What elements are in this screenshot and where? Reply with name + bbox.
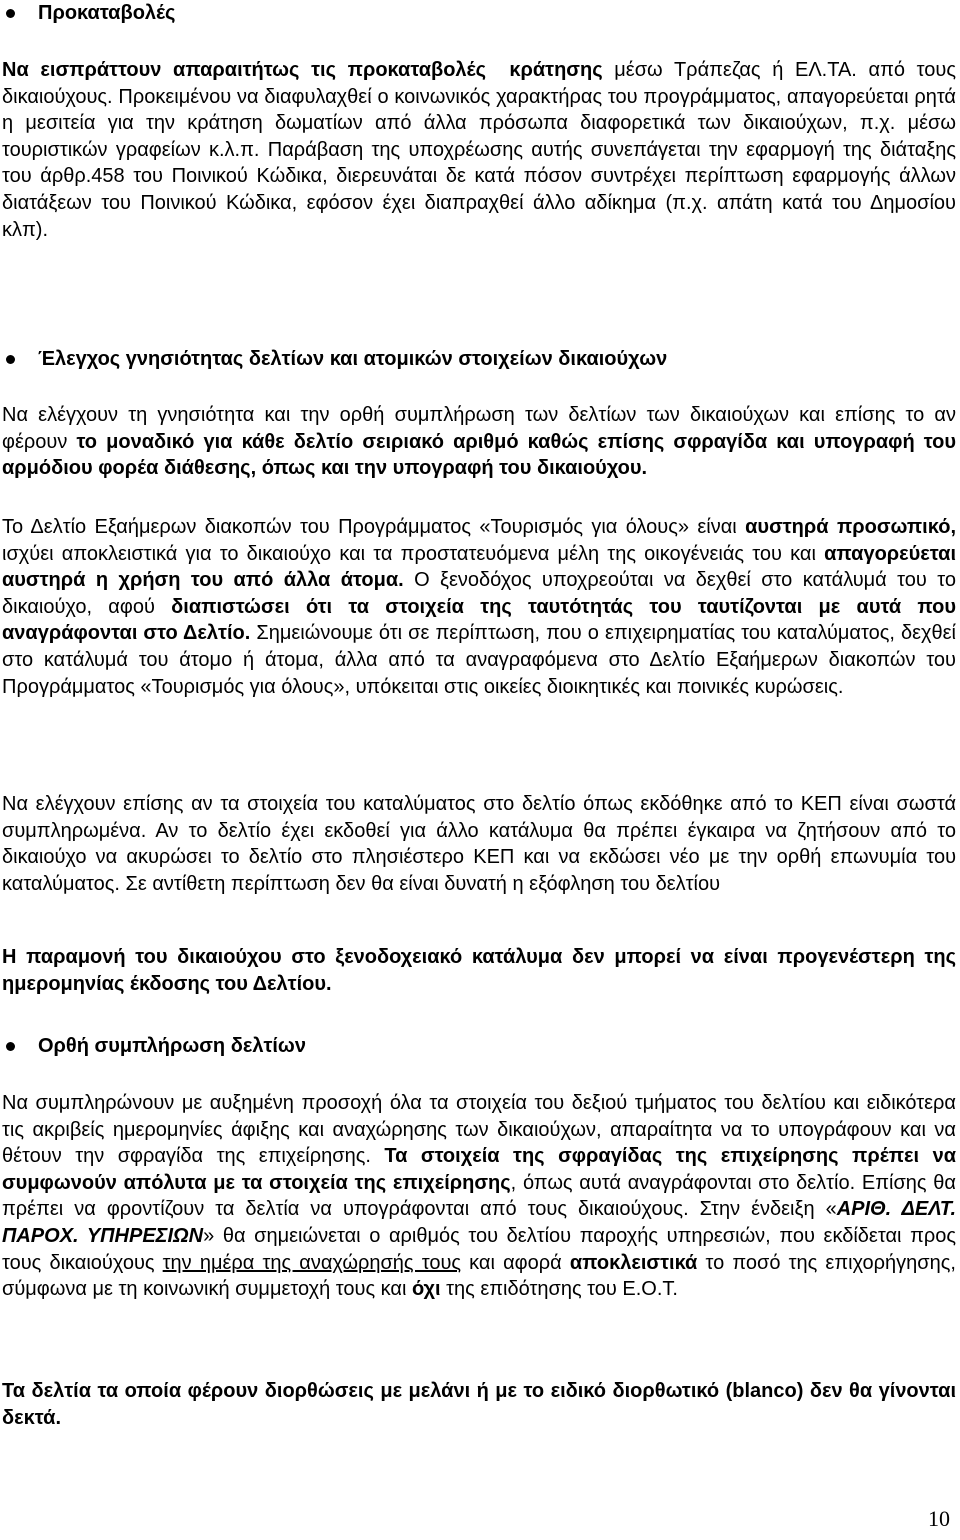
bullet-icon (6, 1042, 15, 1051)
bold-text: Τα δελτία τα οποία φέρουν διορθώσεις με μελάνι ή με το ειδικό διορθωτικό (blanco) δεν θα γίνονται δεκτά. (2, 1380, 956, 1429)
paragraph-authenticity-1 (0, 402, 958, 482)
body-text: μέσω Τράπεζας ή ΕΛ.ΤΑ. από τους δικαιούχους. (2, 59, 957, 108)
body-text: Να συμπληρώνουν με αυξημένη προσοχή όλα τα στοιχεία του δεξιού τμήματος του δελτίου και ειδικότερα τις ακριβείς ημερομηνίες άφιξης και αναχώρησης των δικαιούχων, απαραίτητα να το υπογράφουν και να θέτουν την σφραγίδα της επιχείρησης. (2, 1092, 956, 1168)
bullet-icon (6, 355, 15, 364)
bold-text: το μοναδικό για κάθε δελτίο σειριακό αριθμό καθώς επίσης σφραγίδα και υπογραφή του αρμόδιου φορέα διάθεσης, όπως και την υπογραφή του δικαιούχου. (2, 430, 956, 480)
body-text: Να ελέγχουν επίσης αν τα στοιχεία του καταλύματος στο δελτίο όπως εκδόθηκε από το ΚΕΠ είναι σωστά συμπληρωμένα. Αν το δελτίο έχει εκδοθεί για άλλο κατάλυμα θα πρέπει έγκαιρα να ζητήσουν από το δικαιούχο να ακυρώσει το δελτίο στο πλησιέστερο ΚΕΠ και να εκδώσει νέο με την ορθή επωνυμία του καταλύματος. Σε αντίθετη περίπτωση δεν θα είναι δυνατή η εξόφληση του δελτίου (2, 793, 956, 895)
section-heading-advances (0, 0, 958, 26)
heading-text: Ορθή συμπλήρωση δελτίων (38, 1035, 306, 1057)
bullet-icon (6, 9, 15, 18)
body-text: και αφορά (469, 1251, 562, 1274)
body-text: » θα σημειώνεται ο αριθμός του δελτίου παροχής υπηρεσιών, που εκδίδεται προς τους δικαιούχους (2, 1224, 957, 1274)
body-text: Να ελέγχουν τη γνησιότητα και την ορθή συμπλήρωση των δελτίων των δικαιούχων και επίσης το αν φέρουν (2, 404, 956, 453)
bold-text: Τα στοιχεία της σφραγίδας της επιχείρησης πρέπει να συμφωνούν απόλυτα με τα στοιχεία της επιχείρησης (2, 1145, 956, 1194)
body-text: Παράβαση της υποχρέωσης αυτής συνεπάγεται την εφαρμογή της διάταξης του άρθρ.458 του Ποινικού Κώδικα, διερευνάται δε κατά πόσον συντρέχει περίπτωση εφαρμογής άλλων διατάξεων του Ποινικού Κώδικα, εφόσον έχει διαπραχθεί άλλο αδίκημα (π.χ. απάτη κατά του Δημοσίου κλπ). (2, 138, 956, 241)
bold-text: απαγορεύεται αυστηρά η χρήση του από άλλα άτομα. (2, 542, 956, 592)
paragraph-authenticity-2 (0, 514, 958, 700)
bold-text: κράτησης (509, 59, 603, 81)
heading-text: Έλεγχος γνησιότητας δελτίων και ατομικών στοιχείων δικαιούχων (38, 348, 668, 370)
section-heading-authenticity (0, 346, 958, 372)
body-text: Σημειώνουμε ότι σε περίπτωση, που ο επιχειρηματίας του καταλύματος, δεχθεί στο κατάλυμά του άτομο ή άτομα, άλλα από τα αναγραφόμενα στο Δελτίο Εξαήμερων διακοπών του Προγράμματος «Τουρισμός για όλους», υπόκειται στις οικείες διοικητικές και ποινικές κυρώσεις. (2, 622, 956, 698)
paragraph-authenticity-3 (0, 791, 958, 897)
bold-text: όχι (411, 1278, 441, 1301)
bold-italic-text: ΑΡΙΘ. ΔΕΛΤ. ΠΑΡΟΧ. ΥΠΗΡΕΣΙΩΝ (2, 1198, 957, 1247)
body-text: το ποσό της επιχορήγησης, σύμφωνα με τη κοινωνική συμμετοχή τους και (2, 1251, 956, 1301)
bold-text: Να εισπράττουν απαραιτήτως τις προκαταβολές (2, 59, 486, 81)
paragraph-completion-1 (0, 1090, 958, 1303)
underlined-text: την ημέρα της αναχώρησής τους (162, 1251, 462, 1274)
body-text: Ο ξενοδόχος υποχρεούται να δεχθεί στο κατάλυμά του το δικαιούχο, αφού (2, 569, 956, 618)
paragraph-completion-2 (0, 1378, 958, 1431)
bold-text: διαπιστώσει ότι τα στοιχεία της ταυτότητάς του ταυτίζονται με αυτά που αναγράφονται στο Δελτίο. (2, 595, 956, 645)
heading-text: Προκαταβολές (38, 2, 176, 24)
body-text: Το Δελτίο Εξαήμερων διακοπών του Προγράμματος «Τουρισμός για όλους» είναι (2, 516, 737, 538)
bold-text: αυστηρά προσωπικό, (745, 516, 956, 538)
body-text: ισχύει αποκλειστικά για το δικαιούχο και τα προστατευόμενα μέλη της οικογένειάς του και (2, 542, 816, 565)
body-text: της επιδότησης του Ε.Ο.Τ. (446, 1278, 678, 1301)
section-heading-completion (0, 1033, 958, 1059)
body-text: Προκειμένου να διαφυλαχθεί ο κοινωνικός χαρακτήρας του προγράμματος, απαγορεύεται ρητά η μεσιτεία για την κράτηση δωματίων από άλλα πρόσωπα διαφορετικά των δικαιούχων, π.χ. μέσω τουριστικών γραφείων κ.λ.π. (2, 85, 956, 161)
page-number: 10 (928, 1506, 950, 1531)
bold-text: Η παραμονή του δικαιούχου στο ξενοδοχειακό κατάλυμα δεν μπορεί να είναι προγενέστερη της ημερομηνίας έκδοσης του Δελτίου. (2, 946, 956, 995)
paragraph-advances (0, 57, 958, 243)
paragraph-authenticity-4 (0, 944, 958, 997)
bold-text: αποκλειστικά (569, 1251, 698, 1274)
body-text: , όπως αυτά αναγράφονται στο δελτίο. Επίσης θα πρέπει να φροντίζουν τα δελτία να υπογράφονται από τους δικαιούχους. Στην ένδειξη « (2, 1171, 956, 1221)
